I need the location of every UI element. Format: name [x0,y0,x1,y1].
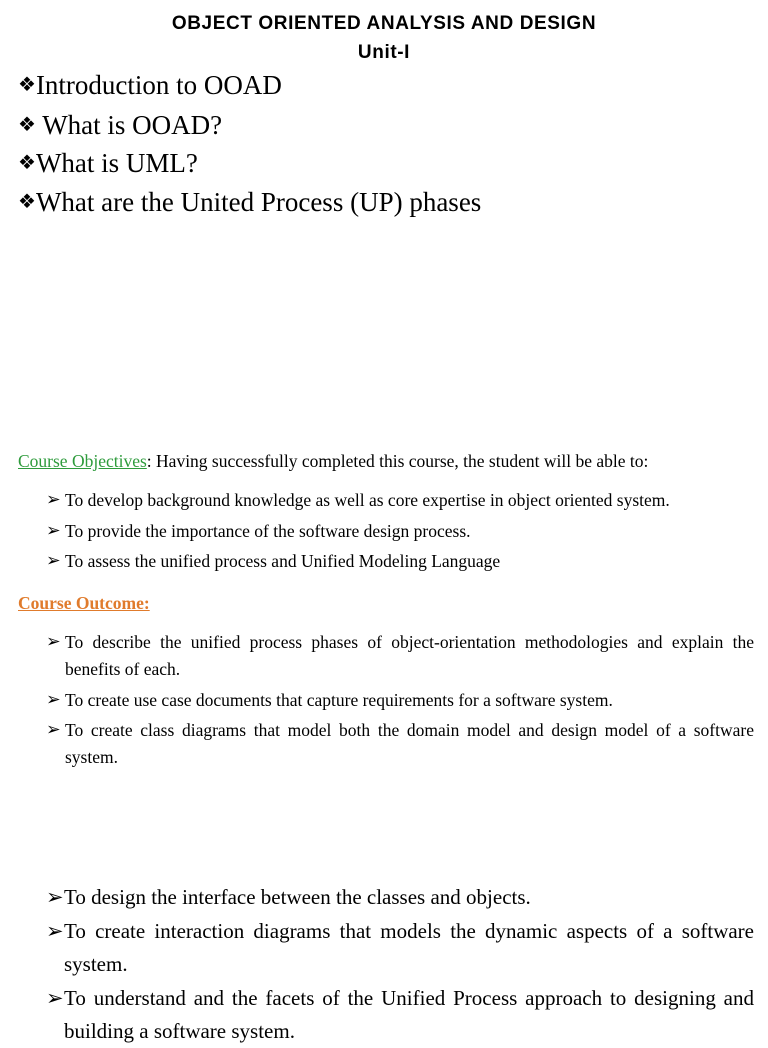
outcome-text: To design the interface between the classes and objects. [64,885,531,909]
topic-text: What is OOAD? [35,110,223,140]
outcome-item [46,717,754,771]
outcome-item [46,915,754,981]
arrow-bullet-icon: ➢ [46,632,61,652]
topic-item [18,148,198,179]
outcome-text: To create use case documents that capture requirements for a software system. [65,690,613,710]
diamond-bullet-icon: ❖ [18,72,36,96]
unit-label: Unit-I [357,42,411,63]
objective-item [46,487,754,514]
objective-item [46,548,754,575]
arrow-bullet-icon: ➢ [46,521,61,541]
diamond-bullet-icon: ❖ [18,112,36,136]
outcome-text: To describe the unified process phases of object-orientation methodologies and explain the benefits of each. [65,632,754,679]
objectives-intro: : Having successfully completed this course, the student will be able to: [146,451,649,471]
outcome-item [46,629,754,683]
topic-item [18,70,282,101]
arrow-bullet-icon: ➢ [46,720,61,740]
arrow-bullet-icon: ➢ [46,919,64,943]
topic-item [18,110,222,141]
diamond-bullet-icon: ❖ [18,189,36,213]
outcome-item [46,687,754,714]
objectives-intro-line [18,451,648,472]
outcome-item [46,881,754,914]
objective-text: To develop background knowledge as well as core expertise in object oriented system. [65,490,670,510]
arrow-bullet-icon: ➢ [46,690,61,710]
outcome-item [46,982,754,1048]
objective-text: To assess the unified process and Unified Modeling Language [65,551,501,571]
document-title: OBJECT ORIENTED ANALYSIS AND DESIGN [171,13,597,34]
topic-text: What are the United Process (UP) phases [35,187,482,217]
arrow-bullet-icon: ➢ [46,986,64,1010]
outcome-text: To create class diagrams that model both the domain model and design model of a software system. [65,720,754,767]
topic-text: Introduction to OOAD [35,70,282,100]
arrow-bullet-icon: ➢ [46,885,64,909]
arrow-bullet-icon: ➢ [46,490,61,510]
arrow-bullet-icon: ➢ [46,551,61,571]
outcome-heading: Course Outcome: [18,593,150,613]
objective-item [46,518,754,545]
outcome-text: To create interaction diagrams that models the dynamic aspects of a software system. [64,919,754,976]
topic-text: What is UML? [35,148,198,178]
outcome-text: To understand and the facets of the Unified Process approach to designing and building a software system. [64,986,754,1043]
diamond-bullet-icon: ❖ [18,150,36,174]
objectives-heading: Course Objectives [18,451,147,471]
objective-text: To provide the importance of the software design process. [65,521,471,541]
topic-item [18,187,481,218]
